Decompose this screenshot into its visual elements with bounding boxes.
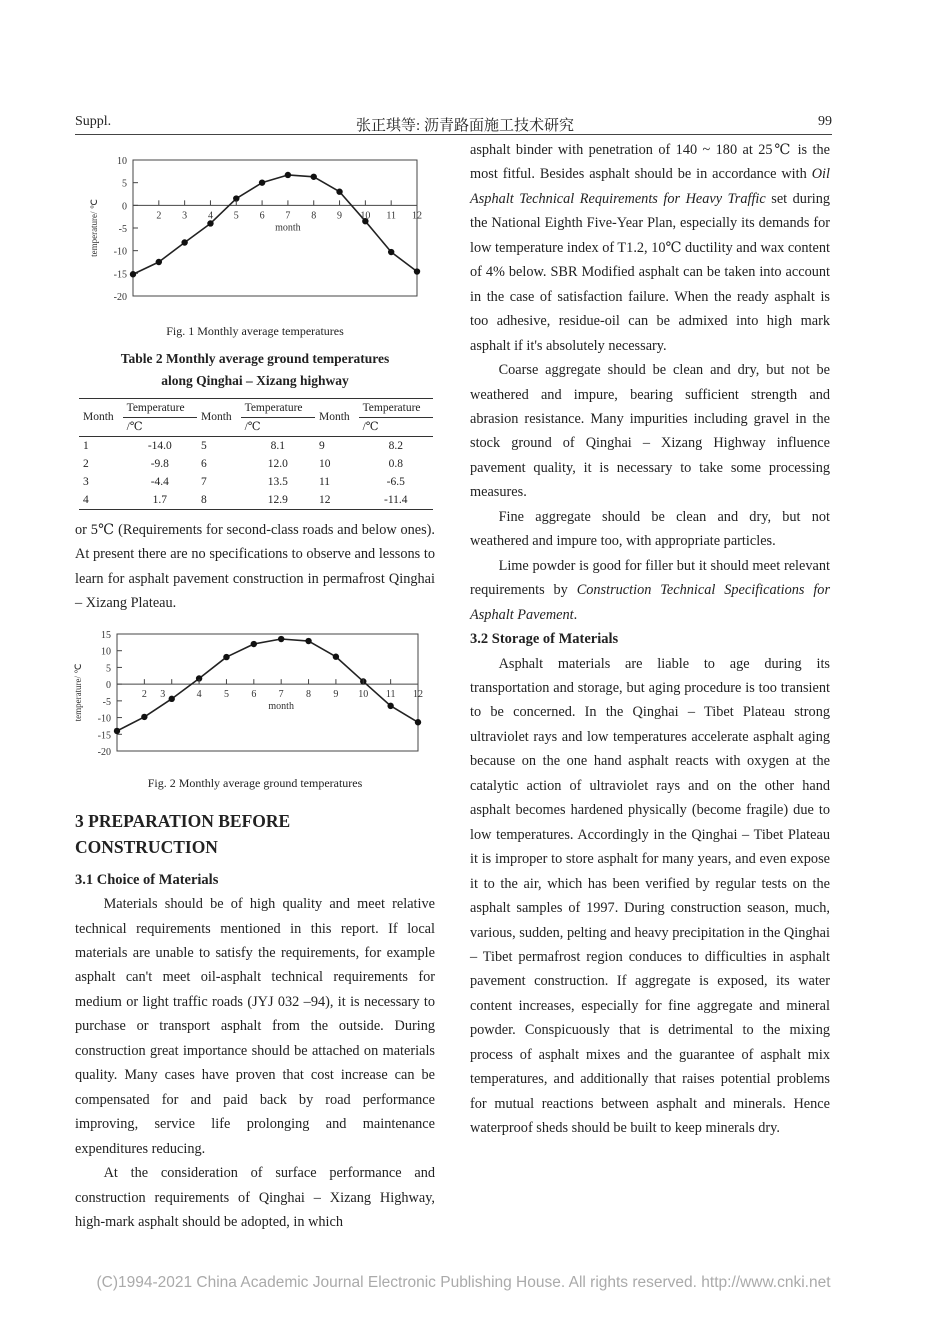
data-point xyxy=(387,702,393,708)
text: Lime powder is good for filler but it should meet relevant requirements by xyxy=(470,557,830,599)
month-cell: 7 xyxy=(200,475,207,488)
data-point xyxy=(169,695,175,701)
data-point xyxy=(305,638,311,644)
x-tick-label: 12 xyxy=(412,210,422,222)
data-point xyxy=(141,713,147,719)
paragraph xyxy=(470,554,830,627)
x-tick-label: 12 xyxy=(413,688,423,700)
col-unit: /℃ xyxy=(244,420,261,433)
paragraph: Fine aggregate should be clean and dry, but not weathered and impure too, with appropriate particles. xyxy=(470,508,830,550)
x-tick-label: 5 xyxy=(223,688,229,700)
temperature-cell: 8.1 xyxy=(270,439,285,452)
y-tick-label: 5 xyxy=(106,663,111,675)
temperature-cell: 12.0 xyxy=(267,457,288,470)
y-tick-label: -15 xyxy=(97,730,111,742)
y-tick-label: 5 xyxy=(122,178,127,190)
data-point xyxy=(181,239,187,245)
x-tick-label: 2 xyxy=(141,688,147,700)
month-cell: 5 xyxy=(200,439,207,452)
y-axis-label: temperature/ ℃ xyxy=(73,663,83,722)
temperature-cell: 8.2 xyxy=(388,439,403,452)
data-point xyxy=(278,636,284,642)
y-tick-label: -5 xyxy=(102,696,111,708)
data-point xyxy=(130,271,136,277)
col-temp: Temperature xyxy=(244,401,303,414)
col-month: Month xyxy=(318,411,350,424)
x-tick-label: 9 xyxy=(333,688,339,700)
y-axis-label: temperature/ ℃ xyxy=(89,199,99,257)
page-number: 99 xyxy=(818,114,832,129)
month-cell: 3 xyxy=(83,475,89,488)
temperature-cell: -11.4 xyxy=(384,493,408,506)
x-tick-label: 3 xyxy=(160,688,166,700)
x-axis-label: month xyxy=(275,222,301,234)
month-cell: 2 xyxy=(83,457,89,470)
subsection-heading: 3.2 Storage of Materials xyxy=(470,631,619,648)
paragraph: or 5℃ (Requirements for second-class roads and below ones). At present there are no specifications to observe and lessons to learn for asphalt pavement construction in permafrost Qinghai – Xizang Plateau. xyxy=(75,521,435,612)
section-heading: 3 PREPARATION BEFORE CONSTRUCTION xyxy=(75,810,291,857)
paragraph: Materials should be of high quality and meet relative technical requirements mentioned in this report. If local materials are unable to satisfy the requirements, for example asphalt can't meet oil-asphalt technical requirements for medium or light traffic roads (JYJ 032 –94), it is necessary to purchase or transport asphalt from the outside. During construction great importance should be attached on materials quality. Many cases have proven that cost increase can be compensated for and paid back by road performance improving, service life prolonging and maintenance expenditures reducing. xyxy=(75,896,435,1157)
data-point xyxy=(251,641,257,647)
temperature-cell: 13.5 xyxy=(267,475,288,488)
data-point xyxy=(388,249,394,255)
paragraph: Asphalt materials are liable to age during its transportation and storage, but aging procedure is too transient to be concerned. In the Qinghai – Tibet Plateau strong ultraviolet rays and low temperatures accelerate asphalt aging because on the one hand asphalt reacts with oxygen at the catalytic action of ultraviolet rays and on the other hand asphalt becomes hardened physically (become fragile) due to low temperatures. Accordingly in the Qinghai – Tibet Plateau it is improper to store asphalt for many years, and even expose it to the air, which has been verified by regular tests on the asphalt samples of 1997. During construction season, much, various, sudden, pelting and heavy precipitation in the Qinghai – Tibet permafrost region conduces to difficulties in asphalt pavement construction. If aggregate is exposed, its water content increases, especially for fine aggregate and mineral powder. Conspicuously that is detrimental to the mixing process of asphalt mixes and the guarantee of asphalt mix temperatures, and additionally that raises potential problems for mutual reactions between asphalt and minerals. Hence waterproof sheds should be built to keep minerals dry. xyxy=(470,655,830,1137)
table-title: Table 2 Monthly average ground temperatures xyxy=(120,350,390,366)
data-point xyxy=(414,268,420,274)
data-point xyxy=(259,179,265,185)
temperature-cell: 1.7 xyxy=(152,493,167,506)
y-tick-label: -15 xyxy=(113,269,127,281)
table-row xyxy=(79,436,433,455)
month-cell: 12 xyxy=(318,493,331,506)
x-tick-label: 6 xyxy=(251,688,257,700)
col-temp: Temperature xyxy=(126,401,185,414)
x-tick-label: 11 xyxy=(386,210,397,222)
temperature-cell: -4.4 xyxy=(150,475,169,488)
left-column xyxy=(75,145,435,1234)
copyright-footer: (C)1994-2021 China Academic Journal Electronic Publishing House. All rights reserved. http://www.cnki.net xyxy=(96,1274,831,1291)
x-tick-label: 10 xyxy=(360,210,371,222)
text: asphalt binder with penetration of 140 ~ 180 at 25℃ is the most fitful. Besides asphalt should be in accordance with xyxy=(470,142,830,183)
data-point xyxy=(114,727,120,733)
data-point xyxy=(223,654,229,660)
figure-2-chart xyxy=(75,626,435,761)
x-tick-label: 2 xyxy=(156,210,162,222)
right-column xyxy=(470,138,830,1141)
data-point xyxy=(156,259,162,265)
cited-standard: Construction Technical Specifications for Asphalt Pavement xyxy=(470,582,831,623)
table-2 xyxy=(79,398,433,510)
x-tick-label: 3 xyxy=(182,210,188,222)
x-tick-label: 8 xyxy=(311,210,317,222)
temperature-cell: -9.8 xyxy=(150,457,169,470)
table-row xyxy=(79,455,433,473)
y-tick-label: -20 xyxy=(97,746,111,758)
text: . xyxy=(573,606,578,623)
temperature-cell: -14.0 xyxy=(147,439,172,452)
text: set during the National Eighth Five-Year Plan, especially its demands for low temperature index of T1.2, 10℃ ductility and wax content of 4% below. SBR Modified asphalt can be taken into account in the case of satisfaction failure. When the ready asphalt is too adhesive, residue-oil can be admixed into high mark asphalt if it's absolutely necessary. xyxy=(470,190,830,354)
temperature-series-line xyxy=(117,639,418,731)
paragraph xyxy=(470,138,830,358)
paragraph: Coarse aggregate should be clean and dry, but not be weathered and impure, bearing sufficient strength and abrasion resistance. Many impurities including gravel in the stock ground of Qinghai – Xizang Highway influence pavement quality, it is necessary to take some processing measures. xyxy=(470,362,830,501)
col-temp: Temperature xyxy=(362,401,421,414)
table-row xyxy=(79,473,433,491)
y-tick-label: 0 xyxy=(122,201,127,213)
y-tick-label: 10 xyxy=(101,646,111,658)
temperature-cell: 12.9 xyxy=(267,493,288,506)
x-tick-label: 8 xyxy=(306,688,312,700)
figure-2-caption: Fig. 2 Monthly average ground temperatures xyxy=(147,776,363,791)
y-tick-label: -20 xyxy=(113,292,127,303)
data-point xyxy=(336,189,342,195)
month-cell: 9 xyxy=(318,439,325,452)
y-tick-label: 10 xyxy=(117,156,127,167)
header-title: 张正琪等: 沥青路面施工技术研究 xyxy=(356,118,574,134)
month-cell: 10 xyxy=(318,457,331,470)
col-month: Month xyxy=(200,411,232,424)
data-point xyxy=(285,172,291,178)
cited-standard: Oil Asphalt Technical Requirements for Heavy Traffic xyxy=(470,166,830,207)
paragraph: At the consideration of surface performance and construction requirements of Qinghai – Xizang Highway, high-mark asphalt should be adopted, in which xyxy=(75,1165,435,1230)
temperature-cell: -6.5 xyxy=(386,475,405,488)
x-tick-label: 4 xyxy=(207,210,213,222)
y-tick-label: -10 xyxy=(113,246,127,258)
subsection-heading: 3.1 Choice of Materials xyxy=(75,871,219,888)
y-tick-label: -5 xyxy=(118,224,127,235)
month-cell: 11 xyxy=(318,475,331,488)
col-unit: /℃ xyxy=(362,420,379,433)
y-tick-label: 15 xyxy=(101,629,111,641)
col-unit: /℃ xyxy=(126,420,143,433)
figure-1-caption: Fig. 1 Monthly average temperatures xyxy=(166,324,344,339)
x-tick-label: 6 xyxy=(259,210,265,222)
temperature-cell: 0.8 xyxy=(388,457,403,470)
x-tick-label: 4 xyxy=(196,688,202,700)
figure-1-chart xyxy=(75,145,435,305)
x-axis-label: month xyxy=(268,700,294,712)
x-tick-label: 7 xyxy=(278,688,284,700)
data-point xyxy=(333,653,339,659)
x-tick-label: 11 xyxy=(385,688,396,700)
month-cell: 8 xyxy=(200,493,207,506)
y-tick-label: 0 xyxy=(106,679,111,691)
month-cell: 1 xyxy=(83,439,89,452)
x-tick-label: 10 xyxy=(358,688,369,700)
x-tick-label: 9 xyxy=(337,210,343,222)
data-point xyxy=(415,719,421,725)
y-tick-label: -10 xyxy=(97,713,111,725)
data-point xyxy=(311,174,317,180)
x-tick-label: 5 xyxy=(233,210,239,222)
table-row xyxy=(79,491,433,510)
header-journal: Suppl. xyxy=(75,114,112,129)
month-cell: 4 xyxy=(83,493,89,506)
month-cell: 6 xyxy=(200,457,207,470)
table-subtitle: along Qinghai – Xizang highway xyxy=(161,372,349,388)
header-rule xyxy=(75,134,832,135)
x-tick-label: 7 xyxy=(285,210,291,222)
col-month: Month xyxy=(83,411,114,424)
